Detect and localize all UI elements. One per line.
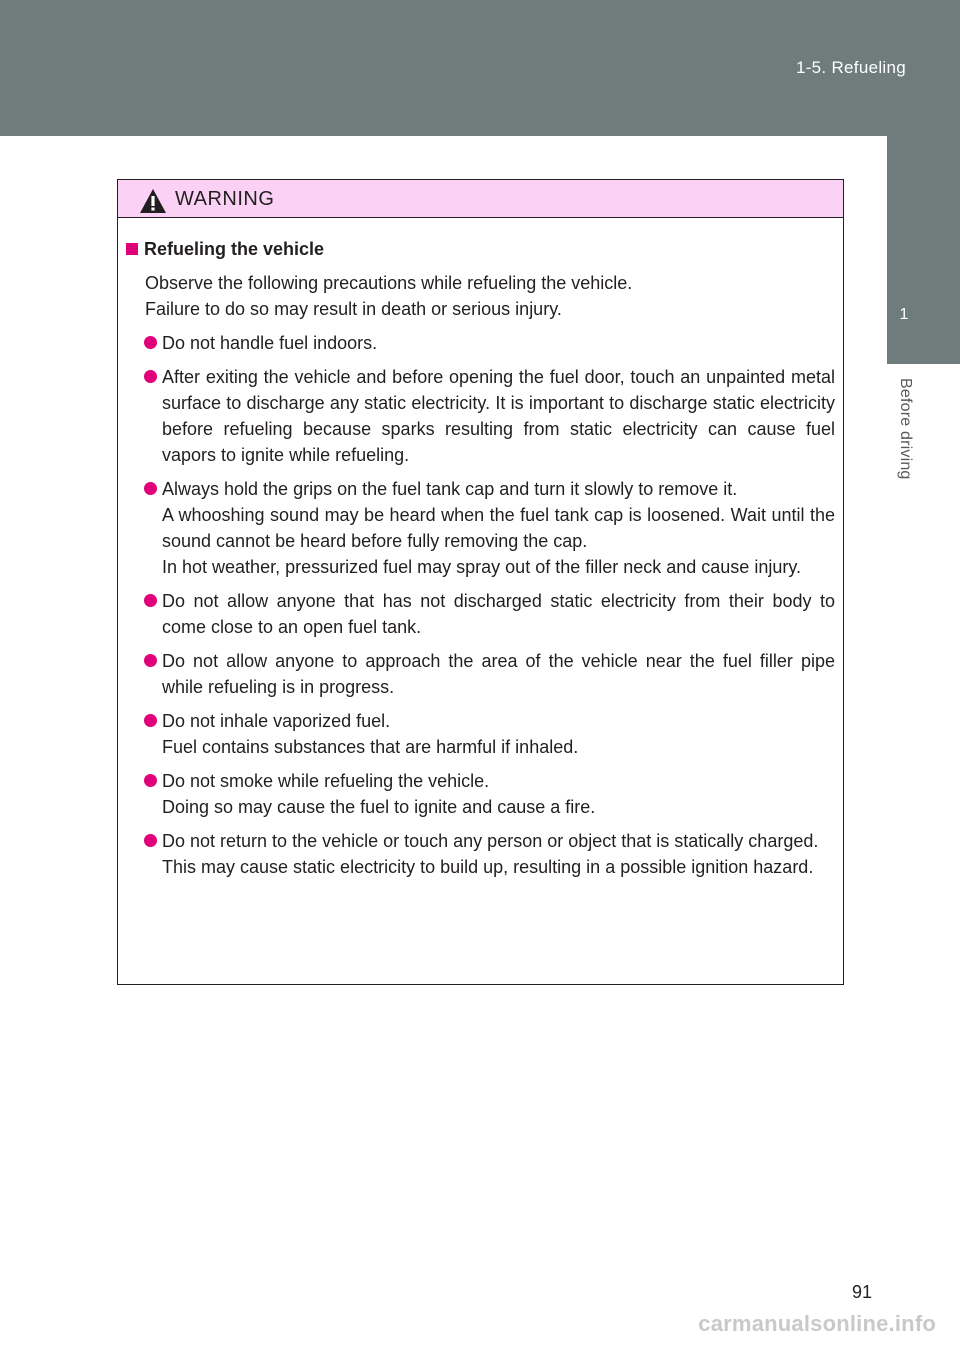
- subheading: [126, 236, 835, 262]
- item-line: Do not inhale vaporized fuel.: [162, 711, 391, 731]
- intro-line: Failure to do so may result in death or serious injury.: [145, 299, 562, 319]
- bullet-dot-icon: [144, 834, 157, 847]
- bullet-dot-icon: [144, 370, 157, 383]
- chapter-label: Before driving: [897, 378, 914, 480]
- chapter-tab: [887, 136, 960, 364]
- footer-watermark: carmanualsonline.info: [698, 1311, 936, 1336]
- list-item: [126, 708, 835, 760]
- list-item: [126, 476, 835, 580]
- item-line: A whooshing sound may be heard when the fuel tank cap is loosened. Wait until the sound cannot be heard before fully removing the cap.: [162, 505, 835, 551]
- bullet-dot-icon: [144, 482, 157, 495]
- item-line: Do not allow anyone that has not discharged static electricity from their body to come close to an open fuel tank.: [162, 591, 835, 637]
- bullet-dot-icon: [144, 774, 157, 787]
- warning-header: [118, 180, 843, 218]
- list-item: [126, 768, 835, 820]
- page-number: 91: [851, 1282, 872, 1302]
- item-line: Do not smoke while refueling the vehicle.: [162, 771, 490, 791]
- list-item: [126, 330, 835, 356]
- list-item: [126, 828, 835, 880]
- item-line: Do not handle fuel indoors.: [162, 333, 378, 353]
- list-item: [126, 588, 835, 640]
- chapter-number: 1: [899, 306, 909, 323]
- bullet-dot-icon: [144, 654, 157, 667]
- square-bullet-icon: [126, 243, 138, 255]
- bullet-dot-icon: [144, 594, 157, 607]
- item-line: Always hold the grips on the fuel tank cap and turn it slowly to remove it.: [162, 479, 738, 499]
- item-line: After exiting the vehicle and before opening the fuel door, touch an unpainted metal surface to discharge any static electricity. It is important to discharge static electricity before refueling because sparks resulting from static electricity can cause fuel vapors to ignite while refueling.: [162, 367, 835, 465]
- subheading-text: Refueling the vehicle: [144, 239, 325, 259]
- bullet-dot-icon: [144, 336, 157, 349]
- warning-triangle-icon: [139, 188, 167, 214]
- warning-body: [118, 218, 843, 880]
- item-line: This may cause static electricity to build up, resulting in a possible ignition hazard.: [162, 857, 814, 877]
- item-line: In hot weather, pressurized fuel may spray out of the filler neck and cause injury.: [162, 557, 801, 577]
- item-line: Doing so may cause the fuel to ignite and cause a fire.: [162, 797, 596, 817]
- intro-text: [126, 270, 835, 322]
- item-line: Do not return to the vehicle or touch any person or object that is statically charged.: [162, 831, 819, 851]
- bullet-dot-icon: [144, 714, 157, 727]
- intro-line: Observe the following precautions while refueling the vehicle.: [145, 273, 633, 293]
- list-item: [126, 648, 835, 700]
- item-line: Do not allow anyone to approach the area of the vehicle near the fuel filler pipe while refueling is in progress.: [162, 651, 835, 697]
- section-title: 1-5. Refueling: [795, 58, 906, 77]
- warning-label: WARNING: [175, 188, 275, 210]
- item-line: Fuel contains substances that are harmful if inhaled.: [162, 737, 579, 757]
- list-item: [126, 364, 835, 468]
- warning-box: [117, 179, 844, 985]
